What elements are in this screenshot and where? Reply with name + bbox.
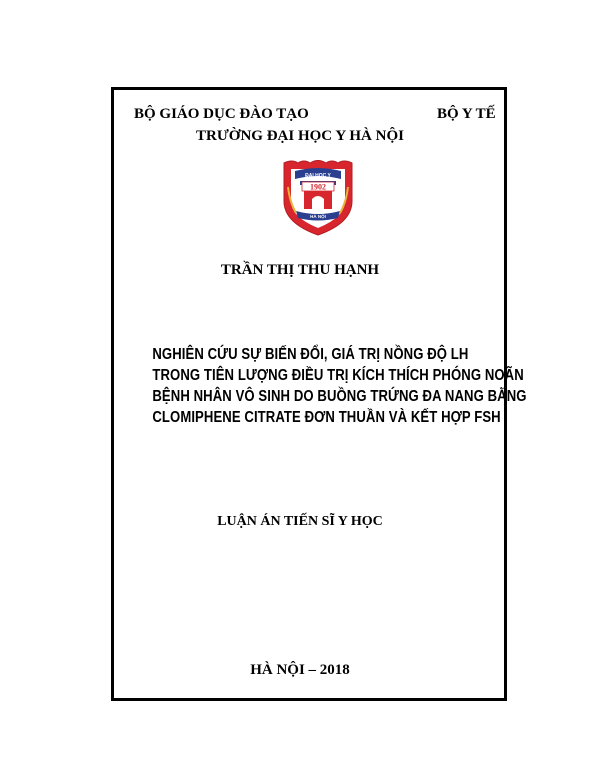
place-year: HÀ NỘI – 2018 xyxy=(250,662,350,678)
thesis-title-line: CLOMIPHENE CITRATE ĐƠN THUẦN VÀ KẾT HỢP FSH xyxy=(152,409,501,426)
university-emblem-logo xyxy=(278,157,358,237)
thesis-title-line: TRONG TIÊN LƯỢNG ĐIỀU TRỊ KÍCH THÍCH PHÓNG NOÃN xyxy=(152,367,524,384)
thesis-title-line: NGHIÊN CỨU SỰ BIẾN ĐỔI, GIÁ TRỊ NỒNG ĐỘ LH xyxy=(152,346,469,363)
svg-text:ĐẠI HỌC Y: ĐẠI HỌC Y xyxy=(305,173,331,179)
author-name: TRẦN THỊ THU HẠNH xyxy=(220,262,380,278)
ministry-education-label: BỘ GIÁO DỤC ĐÀO TẠO xyxy=(134,106,309,122)
university-name: TRƯỜNG ĐẠI HỌC Y HÀ NỘI xyxy=(196,128,404,144)
svg-text:HÀ NỘI: HÀ NỘI xyxy=(310,214,326,219)
ministry-health-label: BỘ Y TẾ xyxy=(437,106,496,122)
svg-text:1902: 1902 xyxy=(310,182,326,192)
thesis-title-line: BỆNH NHÂN VÔ SINH DO BUỒNG TRỨNG ĐA NANG BẰNG xyxy=(152,388,527,405)
thesis-title xyxy=(118,344,527,428)
degree-label: LUẬN ÁN TIẾN SĨ Y HỌC xyxy=(217,514,383,529)
